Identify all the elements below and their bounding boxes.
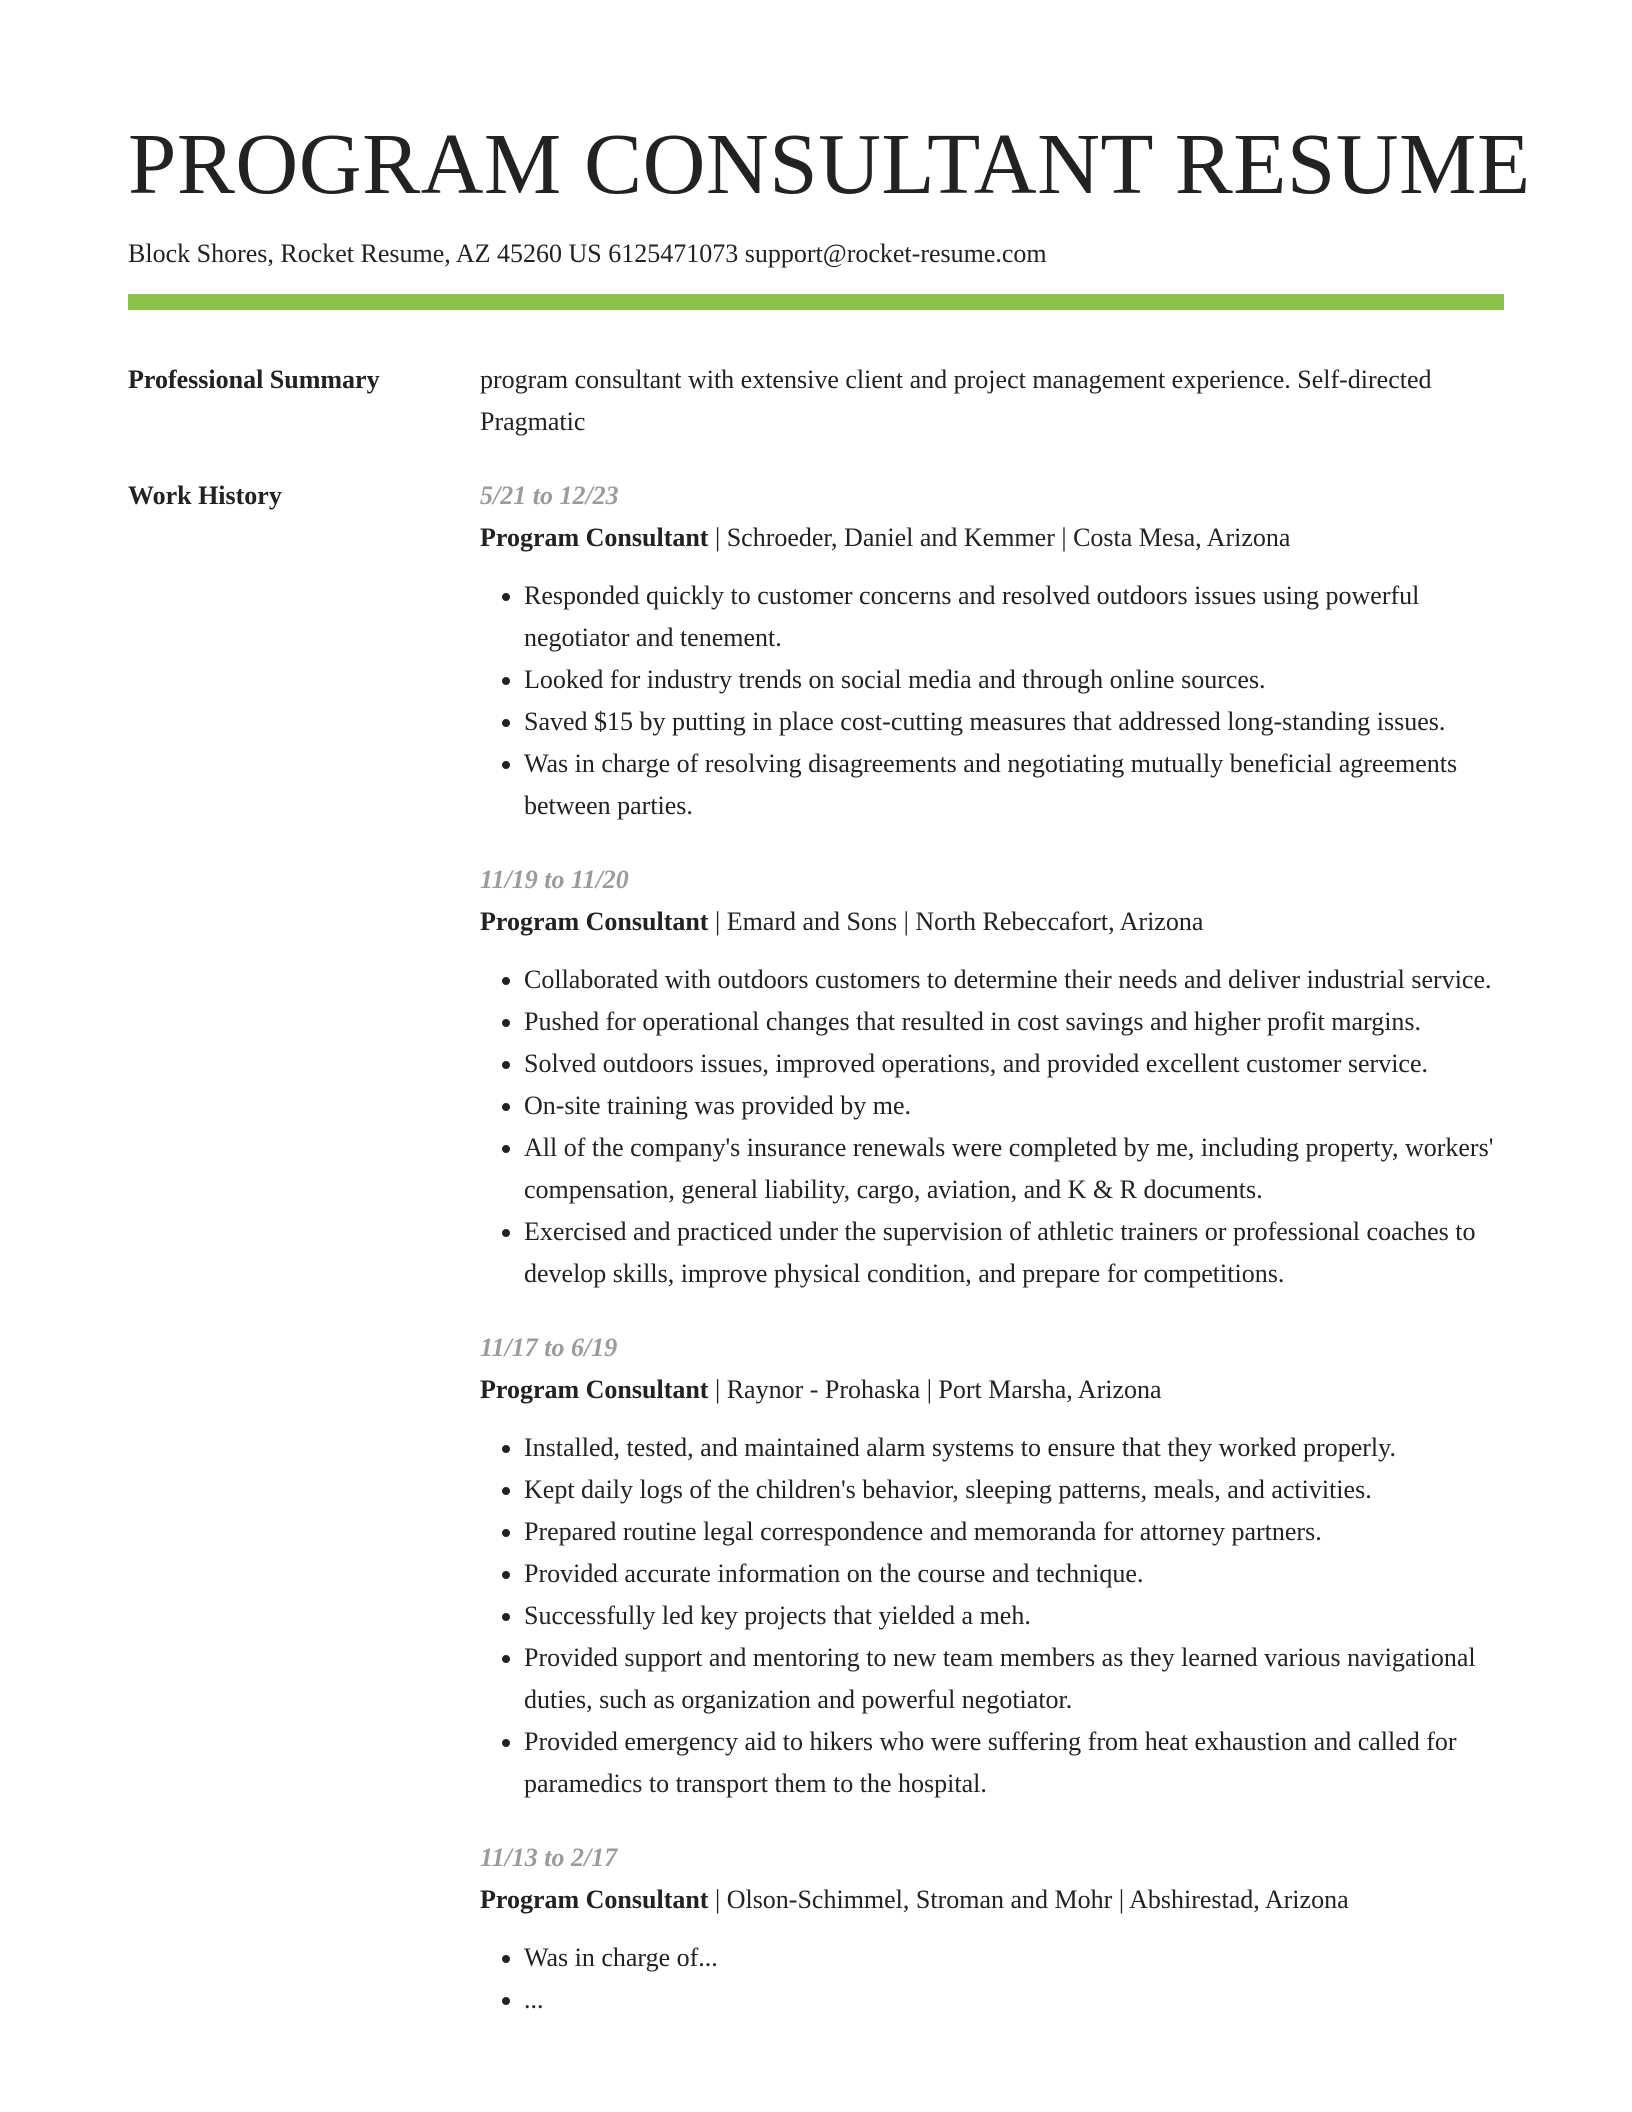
work-history-section xyxy=(128,475,1504,2053)
professional-summary-text: program consultant with extensive client and project management experience. Self-directed Pragmatic xyxy=(480,365,1432,436)
list-item: • Looked for industry trends on social media and through online sources. xyxy=(524,659,1504,701)
list-item: • Pushed for operational changes that resulted in cost savings and higher profit margins. xyxy=(524,1001,1504,1043)
job-heading-line xyxy=(480,517,1504,559)
list-item: • Successfully led key projects that yielded a meh. xyxy=(524,1595,1504,1637)
job-responsibilities-list xyxy=(480,575,1504,827)
list-item: • Collaborated with outdoors customers to determine their needs and deliver industrial service. xyxy=(524,959,1504,1001)
contact-line: Block Shores, Rocket Resume, AZ 45260 US 6125471073 support@rocket-resume.com xyxy=(128,239,1047,268)
list-item: • Provided support and mentoring to new team members as they learned various navigational duties, such as organization and powerful negotiator. xyxy=(524,1637,1504,1721)
job-entry xyxy=(480,859,1504,1295)
job-company: Schroeder, Daniel and Kemmer xyxy=(726,523,1055,552)
job-location: Costa Mesa, Arizona xyxy=(1073,523,1291,552)
job-responsibilities-list xyxy=(480,959,1504,1295)
work-history-heading: Work History xyxy=(128,481,282,510)
list-item: • Prepared routine legal correspondence and memoranda for attorney partners. xyxy=(524,1511,1504,1553)
job-company: Emard and Sons xyxy=(726,907,898,936)
list-item: • Saved $15 by putting in place cost-cutting measures that addressed long-standing issues. xyxy=(524,701,1504,743)
job-title: Program Consultant xyxy=(480,907,709,936)
job-dates: 11/17 to 6/19 xyxy=(480,1333,618,1362)
list-item: • Installed, tested, and maintained alarm systems to ensure that they worked properly. xyxy=(524,1427,1504,1469)
job-location: Port Marsha, Arizona xyxy=(938,1375,1162,1404)
job-title: Program Consultant xyxy=(480,523,709,552)
job-entry xyxy=(480,1837,1504,2021)
header-divider xyxy=(128,294,1504,310)
job-heading-line xyxy=(480,1369,1504,1411)
professional-summary-heading: Professional Summary xyxy=(128,365,380,394)
list-item: • Responded quickly to customer concerns and resolved outdoors issues using powerful negotiator and tenement. xyxy=(524,575,1504,659)
job-location: North Rebeccafort, Arizona xyxy=(915,907,1204,936)
job-separator: | xyxy=(708,907,727,936)
job-entry xyxy=(480,475,1504,827)
job-company: Olson-Schimmel, Stroman and Mohr xyxy=(726,1885,1113,1914)
job-heading-line xyxy=(480,901,1504,943)
list-item: • Provided accurate information on the course and technique. xyxy=(524,1553,1504,1595)
list-item: • Was in charge of resolving disagreements and negotiating mutually beneficial agreements between parties. xyxy=(524,743,1504,827)
list-item: • All of the company's insurance renewals were completed by me, including property, workers' compensation, general liability, cargo, aviation, and K & R documents. xyxy=(524,1127,1504,1211)
work-history-list xyxy=(480,475,1504,2053)
job-separator: | xyxy=(708,523,727,552)
job-separator: | xyxy=(1054,523,1074,552)
job-separator: | xyxy=(708,1885,727,1914)
job-separator: | xyxy=(897,907,916,936)
job-heading-line xyxy=(480,1879,1504,1921)
job-title: Program Consultant xyxy=(480,1885,709,1914)
list-item: • On-site training was provided by me. xyxy=(524,1085,1504,1127)
job-responsibilities-list xyxy=(480,1937,1504,2021)
job-responsibilities-list xyxy=(480,1427,1504,1805)
job-dates: 11/13 to 2/17 xyxy=(480,1843,618,1872)
list-item: • Kept daily logs of the children's behavior, sleeping patterns, meals, and activities. xyxy=(524,1469,1504,1511)
resume-page xyxy=(128,0,1531,2053)
job-dates: 11/19 to 11/20 xyxy=(480,865,629,894)
list-item: • ... xyxy=(524,1979,1504,2021)
list-item: • Provided emergency aid to hikers who were suffering from heat exhaustion and called for paramedics to transport them to the hospital. xyxy=(524,1721,1504,1805)
professional-summary-section xyxy=(128,359,1504,443)
job-separator: | xyxy=(708,1375,727,1404)
resume-title: PROGRAM CONSULTANT RESUME xyxy=(128,115,1531,212)
job-location: Abshirestad, Arizona xyxy=(1129,1885,1349,1914)
list-item: • Exercised and practiced under the supervision of athletic trainers or professional coaches to develop skills, improve physical condition, and prepare for competitions. xyxy=(524,1211,1504,1295)
job-entry xyxy=(480,1327,1504,1805)
job-separator: | xyxy=(920,1375,939,1404)
list-item: • Solved outdoors issues, improved operations, and provided excellent customer service. xyxy=(524,1043,1504,1085)
list-item: • Was in charge of... xyxy=(524,1937,1504,1979)
job-title: Program Consultant xyxy=(480,1375,709,1404)
job-company: Raynor - Prohaska xyxy=(726,1375,921,1404)
job-dates: 5/21 to 12/23 xyxy=(480,481,619,510)
job-separator: | xyxy=(1112,1885,1130,1914)
